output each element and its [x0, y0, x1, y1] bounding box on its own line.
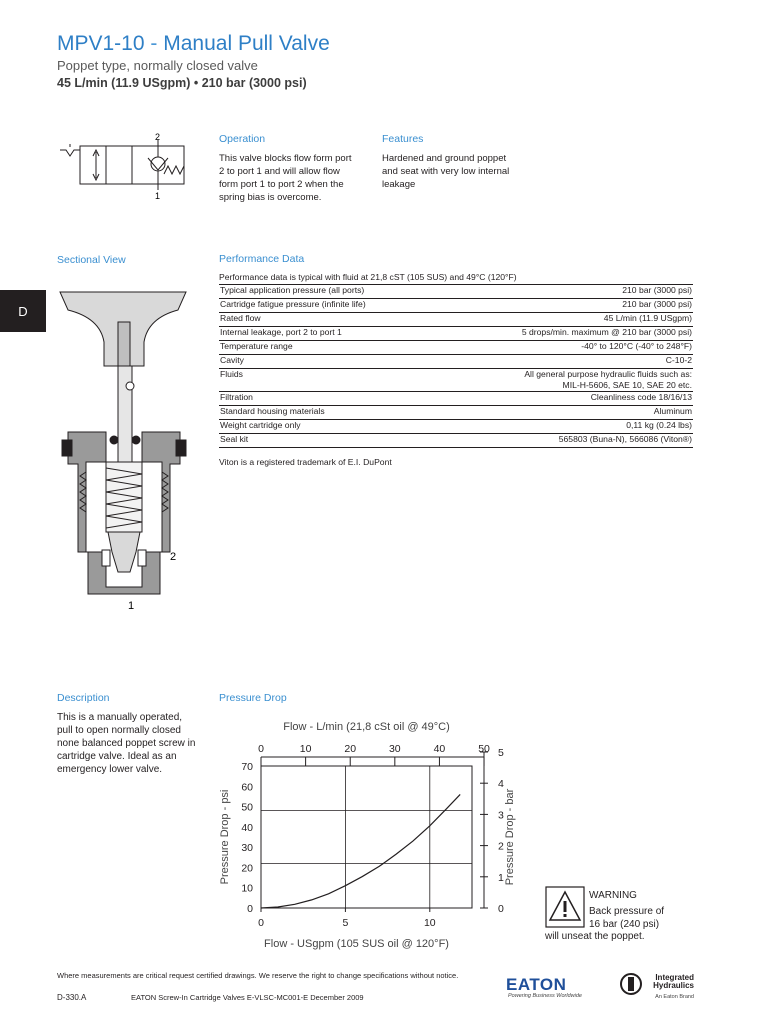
x-top-tick-label: 20 — [344, 743, 357, 755]
table-row: Weight cartridge only 0,11 kg (0.24 lbs) — [219, 420, 693, 434]
table-row: Typical application pressure (all ports) 210 bar (3000 psi) — [219, 285, 693, 299]
section-port-2: 2 — [170, 551, 177, 563]
y-tick-label: 40 — [241, 821, 253, 834]
y-tick-label: 10 — [241, 882, 253, 895]
symbol-port-1: 1 — [155, 191, 161, 201]
trademark-note: Viton is a registered trademark of E.I. DuPont — [219, 457, 392, 467]
eaton-tagline: Powering Business Worldwide — [508, 993, 582, 999]
integrated-hydraulics-logo-icon — [620, 972, 642, 996]
valve-symbol — [56, 130, 196, 204]
y-right-axis-label: Pressure Drop - bar — [504, 788, 516, 886]
ratings-line: 45 L/min (11.9 USgpm) • 210 bar (3000 psi) — [57, 76, 307, 90]
table-row: Temperature range -40° to 120°C (-40° to 248°F) — [219, 341, 693, 355]
x-tick-label: 0 — [258, 917, 264, 929]
x-top-tick-label: 40 — [433, 743, 446, 755]
table-row: Seal kit 565803 (Buna-N), 566086 (Viton®) — [219, 434, 693, 448]
page-number: D-330.A — [57, 993, 87, 1002]
table-row: Cavity C-10-2 — [219, 355, 693, 369]
product-name: Manual Pull Valve — [163, 32, 330, 55]
pressure-drop-chart — [200, 710, 530, 960]
y-axis-label: Pressure Drop - psi — [219, 789, 231, 885]
x-top-tick-label: 50 — [478, 743, 490, 755]
performance-intro: Performance data is typical with fluid at 21,8 cST (105 SUS) and 49°C (120°F) — [219, 272, 517, 282]
section-port-1: 1 — [128, 600, 135, 612]
page-title — [57, 32, 330, 56]
x-top-tick-label: 0 — [258, 743, 264, 755]
y-right-tick-label: 2 — [498, 840, 504, 853]
description-heading: Description — [57, 692, 110, 704]
series-line — [261, 794, 460, 908]
partner-brand: An Eaton Brand — [655, 994, 694, 1000]
y-right-tick-label: 4 — [498, 778, 504, 791]
x-top-axis-label: Flow - L/min (21,8 cSt oil @ 49°C) — [283, 721, 450, 733]
table-row: Rated flow 45 L/min (11.9 USgpm) — [219, 313, 693, 327]
y-right-tick-label: 5 — [498, 747, 504, 759]
eaton-logo: EATON — [506, 975, 567, 994]
plot-frame — [261, 766, 472, 908]
catalog-reference: EATON Screw-In Cartridge Valves E-VLSC-MC001-E December 2009 — [131, 993, 364, 1002]
table-row: Filtration Cleanliness code 18/16/13 — [219, 392, 693, 406]
sectional-view-drawing — [58, 282, 188, 612]
warning-icon — [545, 886, 585, 928]
operation-heading: Operation — [219, 133, 266, 145]
symbol-port-2: 2 — [155, 132, 161, 142]
features-heading: Features — [382, 133, 424, 145]
y-tick-label: 0 — [247, 903, 253, 915]
x-axis-label: Flow - USgpm (105 SUS oil @ 120°F) — [264, 938, 449, 950]
sectional-view-heading: Sectional View — [57, 254, 126, 266]
features-text: Hardened and ground poppet and seat with very low internal leakage — [382, 153, 510, 190]
y-tick-label: 20 — [241, 862, 253, 875]
x-tick-label: 10 — [423, 917, 436, 929]
table-row: Fluids All general purpose hydraulic fluids such as: MIL-H-5606, SAE 10, SAE 20 etc. — [220, 369, 692, 390]
y-right-tick-label: 0 — [498, 903, 504, 915]
partner-name: Integrated Hydraulics — [653, 973, 694, 990]
footer-note: Where measurements are critical request certified drawings. We reserve the right to change specifications without notice. — [57, 971, 459, 980]
y-tick-label: 70 — [241, 761, 253, 773]
x-tick-label: 5 — [342, 917, 349, 929]
table-row: Cartridge fatigue pressure (infinite life) 210 bar (3000 psi) — [219, 299, 693, 313]
performance-heading: Performance Data — [219, 253, 305, 265]
x-top-tick-label: 30 — [388, 743, 401, 755]
y-right-tick-label: 1 — [498, 871, 504, 884]
warning-text-last: will unseat the poppet. — [545, 931, 645, 942]
x-top-tick-label: 10 — [299, 743, 312, 755]
description-text: This is a manually operated, pull to open normally closed none balanced poppet screw in cartridge valve. Ideal as an emergency lower valve. — [57, 712, 196, 775]
part-number: MPV1-10 — [57, 32, 145, 55]
table-row: Standard housing materials Aluminum — [219, 406, 693, 420]
title-separator: - — [150, 32, 158, 55]
section-tab: D — [0, 290, 46, 332]
warning-text: Back pressure of 16 bar (240 psi) — [589, 906, 665, 930]
pressure-drop-heading: Pressure Drop — [219, 692, 287, 704]
warning-title: WARNING — [589, 890, 637, 901]
table-row: Internal leakage, port 2 to port 1 5 drops/min. maximum @ 210 bar (3000 psi) — [219, 327, 693, 341]
y-tick-label: 30 — [241, 842, 253, 855]
operation-text: This valve blocks flow form port 2 to port 1 and will allow flow form port 1 to port 2 when the spring bias is overcome. — [219, 153, 352, 203]
y-tick-label: 60 — [241, 781, 253, 794]
performance-table — [219, 284, 693, 448]
y-tick-label: 50 — [241, 801, 253, 814]
y-right-tick-label: 3 — [498, 809, 504, 822]
page-subtitle: Poppet type, normally closed valve — [57, 58, 258, 73]
